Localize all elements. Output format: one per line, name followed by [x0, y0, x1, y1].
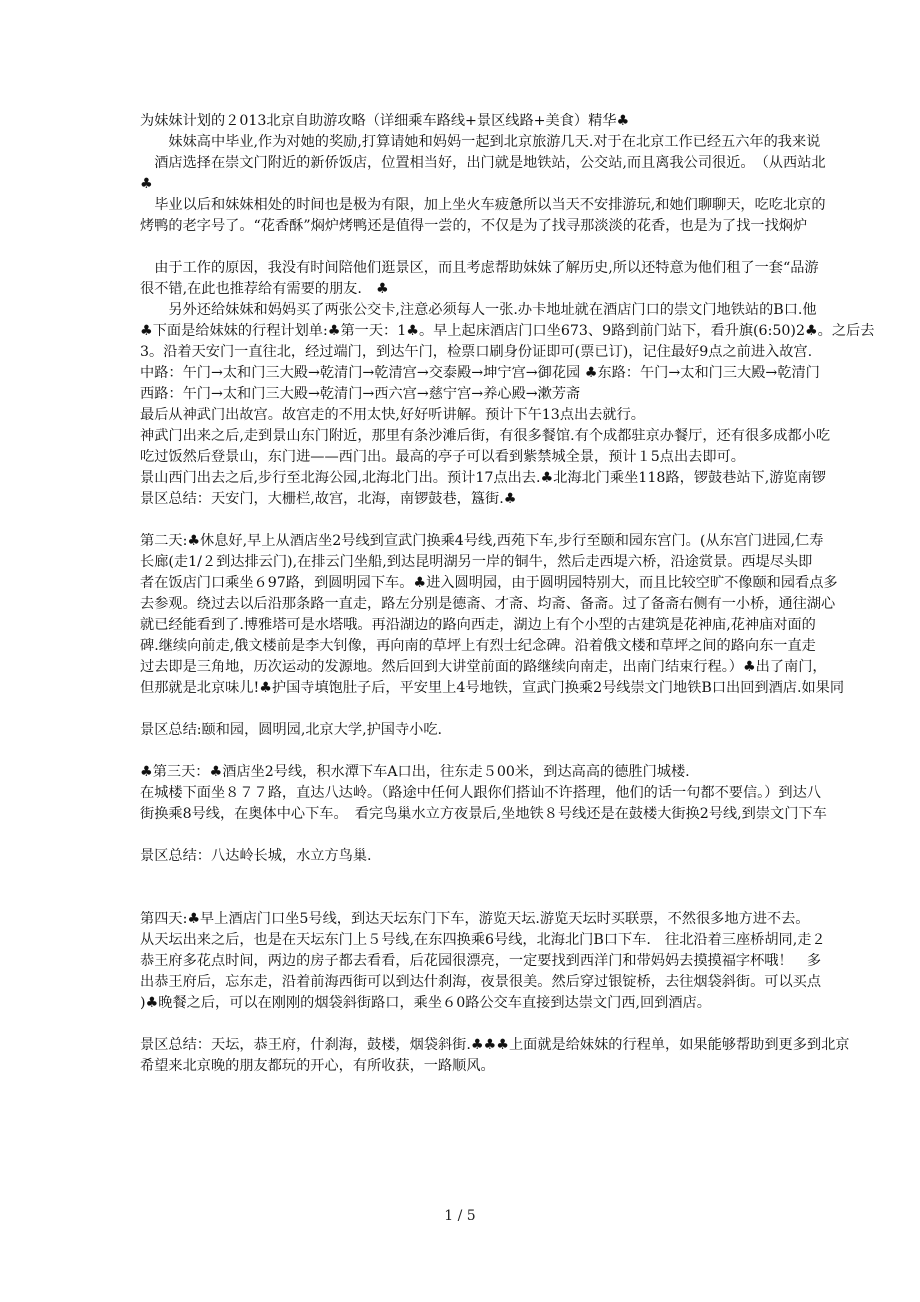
- text-line: [140, 237, 920, 258]
- text-line: 西路：午门→太和门三大殿→乾清门→西六宫→慈宁宫→养心殿→漱芳斋: [140, 386, 581, 402]
- text-line: 长廊(走1/２到达排云门),在排云门坐船,到达昆明湖另一岸的铜牛，然后走西堤六桥，沿途赏景。西堤尽头即: [140, 554, 813, 570]
- text-line: 在城楼下面坐８７７路，直达八达岭。（路途中任何人跟你们搭讪不许搭理，他们的话一句都不要信。）到达八: [140, 785, 821, 801]
- text-line: ♣下面是给妹妹的行程计划单:♣第一天：1♣。早上起床酒店门口坐673、9路到前门站下，看升旗(6:50)2♣。之后去: [140, 323, 875, 339]
- text-line: ♣第三天：♣酒店坐2号线，积水潭下车A口出，往东走５00米，到达高高的德胜门城楼.: [140, 764, 690, 780]
- text-line: 恭王府多花点时间，两边的房子都去看看，后花园很漂亮，一定要找到西洋门和带妈妈去摸摸福字杯哦！ 多: [140, 953, 822, 969]
- text-line: [140, 867, 920, 888]
- text-line: 景区总结：八达岭长城，水立方鸟巢.: [140, 848, 372, 864]
- text-line: 街换乘8号线，在奥体中心下车。 看完鸟巢水立方夜景后,坐地铁８号线还是在鼓楼大街换2号线,到崇文门下车: [140, 806, 827, 822]
- text-line: )♣晚餐之后，可以在刚刚的烟袋斜街路口，乘坐６0路公交车直接到达崇文门西,回到酒店。: [140, 995, 711, 1011]
- text-line: 3。沿着天安门一直往北，经过端门，到达午门，检票口刷身份证即可(票已订)，记住最好9点之前进入故宫.: [140, 344, 813, 360]
- text-line: 希望来北京晚的朋友都玩的开心，有所收获，一路顺风。: [140, 1058, 495, 1074]
- text-line: 过去即是三角地，历次运动的发源地。然后回到大讲堂前面的路继续向南走，出南门结束行程。）♣出了南门，: [140, 659, 827, 675]
- text-line: 但那就是北京味儿!♣护国寺填饱肚子后，平安里上4号地铁，宣武门换乘2号线崇文门地铁B口出回到酒店.如果同: [140, 680, 845, 696]
- text-line: [140, 699, 920, 720]
- text-line: 景区总结:颐和园，圆明园,北京大学,护国寺小吃.: [140, 722, 443, 738]
- text-line: 碑.继续向前走,俄文楼前是李大钊像，再向南的草坪上有烈士纪念碑。沿着俄文楼和草坪之间的路向东一直走: [140, 638, 816, 654]
- text-line: 景区总结：天安门，大栅栏,故宫，北海，南锣鼓巷，簋街.♣: [140, 491, 517, 507]
- text-line: 妹妹高中毕业,作为对她的奖励,打算请她和妈妈一起到北京旅游几天.对于在北京工作已经五六年的我来说: [140, 134, 821, 150]
- page-number: 1 / 5: [444, 1208, 476, 1224]
- text-line: ♣: [140, 176, 153, 192]
- text-line: [140, 1014, 920, 1035]
- text-line: 去参观。绕过去以后沿那条路一直走，路左分别是德斋、才斋、均斋、备斋。过了备斋右侧有一小桥，通往湖心: [140, 596, 836, 612]
- text-line: 第二天:♣休息好,早上从酒店坐2号线到宣武门换乘4号线,西苑下车,步行至颐和园东宫门。(从东宫门进园,仁寿: [140, 533, 824, 549]
- text-line: 吃过饭然后登景山，东门进——西门出。最高的亭子可以看到紫禁城全景，预计１5点出去即可。: [140, 449, 745, 465]
- text-line: 就已经能看到了.博雅塔可是水塔哦。再沿湖边的路向西走，湖边上有个小型的古建筑是花神庙,花神庙对面的: [140, 617, 816, 633]
- text-line: 毕业以后和妹妹相处的时间也是极为有限，加上坐火车疲惫所以当天不安排游玩,和她们聊聊天，吃吃北京的: [140, 197, 826, 213]
- text-line: [140, 510, 920, 531]
- document-title: 为妹妹计划的２013北京自助游攻略（详细乘车路线+景区线路+美食）精华♣: [140, 113, 630, 129]
- text-line: 另外还给妹妹和妈妈买了两张公交卡,注意必须每人一张.办卡地址就在酒店门口的崇文门地铁站的B口.他: [140, 302, 817, 318]
- text-line: 最后从神武门出故宫。故宫走的不用太快,好好听讲解。预计下午13点出去就行。: [140, 407, 645, 423]
- text-line: 者在饭店门口乘坐６97路，到圆明园下车。♣进入圆明园，由于圆明园特别大，而且比较空旷不像颐和园看点多: [140, 575, 838, 591]
- text-line: [140, 888, 920, 909]
- text-line: 中路：午门→太和门三大殿→乾清门→乾清宫→交泰殿→坤宁宫→御花园 ♣东路：午门→太和门三大殿→乾清门: [140, 365, 820, 381]
- text-line: 景区总结：天坛，恭王府，什刹海，鼓楼，烟袋斜街.♣♣♣上面就是给妹妹的行程单，如果能够帮助到更多到北京: [140, 1037, 850, 1053]
- text-line: 景山西门出去之后,步行至北海公园,北海北门出。预计17点出去.♣北海北门乘坐118路，锣鼓巷站下,游览南锣: [140, 470, 826, 486]
- text-line: 第四天:♣早上酒店门口坐5号线，到达天坛东门下车，游览天坛.游览天坛时买联票，不然很多地方进不去。: [140, 911, 810, 927]
- text-line: 由于工作的原因，我没有时间陪他们逛景区，而且考虑帮助妹妹了解历史,所以还特意为他们租了一套“品游: [140, 260, 819, 276]
- text-line: 出恭王府后，忘东走，沿着前海西街可以到达什刹海，夜景很美。然后穿过银锭桥，去往烟袋斜街。可以买点: [140, 974, 822, 990]
- text-line: 很不错,在此也推荐给有需要的朋友. ♣: [140, 281, 389, 297]
- text-line: 烤鸭的老字号了。“花香酥”焖炉烤鸭还是值得一尝的，不仅是为了找寻那淡淡的花香，也是为了找一找焖炉: [140, 218, 808, 234]
- text-line: [140, 741, 920, 762]
- text-line: 酒店选择在崇文门附近的新侨饭店，位置相当好，出门就是地铁站，公交站,而且离我公司很近。 （从西站北: [140, 155, 826, 171]
- text-line: 从天坛出来之后，也是在天坛东门上５号线,在东四换乘6号线，北海北门B口下车. 往北沿着三座桥胡同,走２: [140, 932, 826, 948]
- text-line: 神武门出来之后,走到景山东门附近，那里有条沙滩后街，有很多餐馆.有个成都驻京办餐厅，还有很多成都小吃: [140, 428, 831, 444]
- text-line: [140, 825, 920, 846]
